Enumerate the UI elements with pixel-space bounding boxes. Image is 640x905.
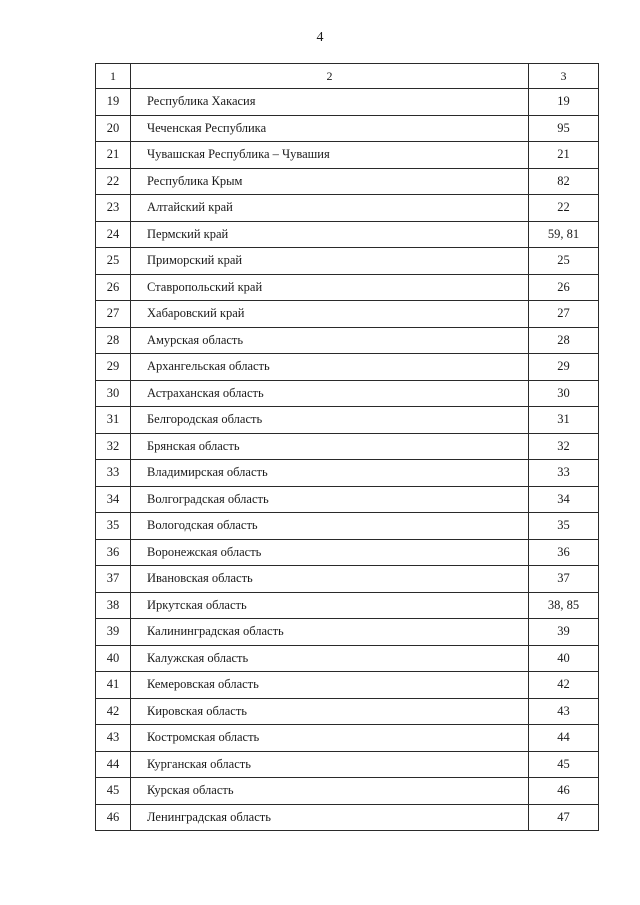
region-name: Астраханская область — [131, 380, 529, 407]
region-name: Республика Крым — [131, 168, 529, 195]
table-row — [96, 354, 599, 381]
table-row — [96, 804, 599, 831]
region-name: Архангельская область — [131, 354, 529, 381]
table-row — [96, 142, 599, 169]
region-code: 45 — [529, 751, 599, 778]
region-code: 28 — [529, 327, 599, 354]
table-row — [96, 221, 599, 248]
table-row — [96, 327, 599, 354]
header-col-3: 3 — [529, 64, 599, 89]
region-code: 47 — [529, 804, 599, 831]
header-col-2: 2 — [131, 64, 529, 89]
table-row — [96, 778, 599, 805]
table-row — [96, 248, 599, 275]
header-col-1: 1 — [96, 64, 131, 89]
region-code: 32 — [529, 433, 599, 460]
table-row — [96, 619, 599, 646]
regions-table-body — [96, 64, 599, 831]
row-number: 19 — [96, 89, 131, 116]
region-code: 33 — [529, 460, 599, 487]
region-name: Хабаровский край — [131, 301, 529, 328]
table-row — [96, 433, 599, 460]
row-number: 30 — [96, 380, 131, 407]
region-name: Иркутская область — [131, 592, 529, 619]
region-code: 26 — [529, 274, 599, 301]
region-code: 22 — [529, 195, 599, 222]
row-number: 29 — [96, 354, 131, 381]
region-code: 38, 85 — [529, 592, 599, 619]
row-number: 42 — [96, 698, 131, 725]
region-code: 37 — [529, 566, 599, 593]
row-number: 27 — [96, 301, 131, 328]
region-name: Костромская область — [131, 725, 529, 752]
region-code: 59, 81 — [529, 221, 599, 248]
region-name: Брянская область — [131, 433, 529, 460]
row-number: 35 — [96, 513, 131, 540]
table-row — [96, 274, 599, 301]
region-name: Калининградская область — [131, 619, 529, 646]
row-number: 25 — [96, 248, 131, 275]
table-row — [96, 592, 599, 619]
region-name: Курская область — [131, 778, 529, 805]
region-code: 31 — [529, 407, 599, 434]
table-row — [96, 460, 599, 487]
table-row — [96, 513, 599, 540]
region-name: Вологодская область — [131, 513, 529, 540]
table-row — [96, 380, 599, 407]
table-row — [96, 672, 599, 699]
region-name: Чеченская Республика — [131, 115, 529, 142]
region-code: 19 — [529, 89, 599, 116]
row-number: 33 — [96, 460, 131, 487]
region-name: Ленинградская область — [131, 804, 529, 831]
region-code: 40 — [529, 645, 599, 672]
row-number: 39 — [96, 619, 131, 646]
region-name: Воронежская область — [131, 539, 529, 566]
region-name: Кировская область — [131, 698, 529, 725]
row-number: 37 — [96, 566, 131, 593]
region-code: 42 — [529, 672, 599, 699]
region-name: Волгоградская область — [131, 486, 529, 513]
region-code: 46 — [529, 778, 599, 805]
region-name: Приморский край — [131, 248, 529, 275]
region-name: Белгородская область — [131, 407, 529, 434]
region-name: Амурская область — [131, 327, 529, 354]
region-name: Ставропольский край — [131, 274, 529, 301]
region-name: Республика Хакасия — [131, 89, 529, 116]
region-code: 36 — [529, 539, 599, 566]
region-name: Калужская область — [131, 645, 529, 672]
region-code: 43 — [529, 698, 599, 725]
table-row — [96, 698, 599, 725]
region-name: Кемеровская область — [131, 672, 529, 699]
region-name: Алтайский край — [131, 195, 529, 222]
region-code: 44 — [529, 725, 599, 752]
table-row — [96, 486, 599, 513]
table-row — [96, 566, 599, 593]
region-name: Пермский край — [131, 221, 529, 248]
row-number: 43 — [96, 725, 131, 752]
row-number: 26 — [96, 274, 131, 301]
table-row — [96, 301, 599, 328]
row-number: 23 — [96, 195, 131, 222]
region-code: 25 — [529, 248, 599, 275]
row-number: 31 — [96, 407, 131, 434]
row-number: 22 — [96, 168, 131, 195]
region-name: Курганская область — [131, 751, 529, 778]
table-row — [96, 539, 599, 566]
row-number: 24 — [96, 221, 131, 248]
row-number: 34 — [96, 486, 131, 513]
region-code: 30 — [529, 380, 599, 407]
region-code: 21 — [529, 142, 599, 169]
region-code: 82 — [529, 168, 599, 195]
region-code: 27 — [529, 301, 599, 328]
row-number: 36 — [96, 539, 131, 566]
region-name: Чувашская Республика – Чувашия — [131, 142, 529, 169]
row-number: 21 — [96, 142, 131, 169]
region-code: 34 — [529, 486, 599, 513]
region-code: 29 — [529, 354, 599, 381]
row-number: 32 — [96, 433, 131, 460]
row-number: 38 — [96, 592, 131, 619]
row-number: 20 — [96, 115, 131, 142]
table-row — [96, 168, 599, 195]
region-name: Ивановская область — [131, 566, 529, 593]
table-row — [96, 645, 599, 672]
region-code: 39 — [529, 619, 599, 646]
row-number: 45 — [96, 778, 131, 805]
row-number: 28 — [96, 327, 131, 354]
table-row — [96, 751, 599, 778]
table-row — [96, 89, 599, 116]
page-number: 4 — [316, 30, 324, 45]
table-row — [96, 195, 599, 222]
table-row — [96, 407, 599, 434]
region-code: 35 — [529, 513, 599, 540]
regions-table — [95, 63, 599, 831]
row-number: 44 — [96, 751, 131, 778]
table-row — [96, 725, 599, 752]
row-number: 40 — [96, 645, 131, 672]
region-code: 95 — [529, 115, 599, 142]
row-number: 41 — [96, 672, 131, 699]
row-number: 46 — [96, 804, 131, 831]
table-header-row — [96, 64, 599, 89]
region-name: Владимирская область — [131, 460, 529, 487]
table-row — [96, 115, 599, 142]
